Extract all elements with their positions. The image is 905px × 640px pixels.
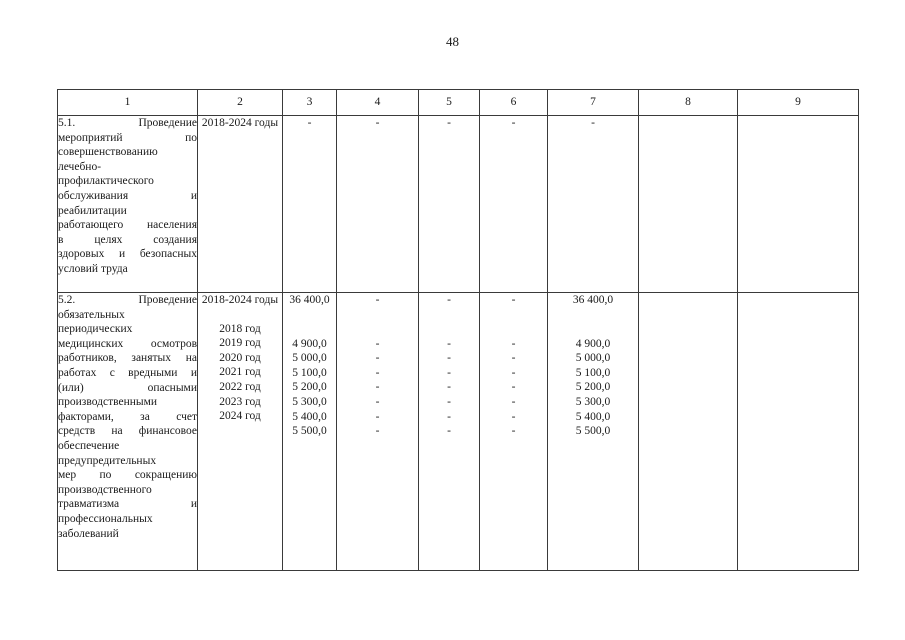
year-value: -	[447, 410, 451, 423]
description-line: мер по сокращению	[58, 469, 197, 482]
year-value: 5 300,0	[575, 395, 611, 408]
value-cell	[419, 293, 480, 571]
year-label: 2023 год	[219, 395, 261, 408]
year-value: -	[375, 395, 380, 408]
year-value: -	[511, 395, 516, 408]
row-description	[58, 293, 198, 571]
value-cell: -	[283, 116, 337, 293]
value-cell: -	[419, 116, 480, 293]
year-value: 5 100,0	[292, 366, 327, 379]
year-value: -	[447, 395, 451, 408]
year-value: 5 000,0	[292, 352, 327, 365]
year-value: -	[375, 337, 380, 350]
period-total: 2018-2024 годы	[201, 294, 279, 306]
year-label: 2022 год	[219, 380, 261, 393]
row-description	[58, 116, 198, 293]
year-value: 4 900,0	[575, 337, 611, 350]
year-value: 5 400,0	[575, 410, 611, 423]
description-line: средств на финансовое	[58, 425, 197, 438]
description-line: работах с вредными и	[58, 366, 197, 379]
year-label: 2021 год	[219, 366, 261, 379]
description-line: обязательных	[58, 308, 125, 321]
year-value: -	[375, 381, 380, 394]
description-line: совершенствованию	[58, 146, 158, 159]
total-value: 36 400,0	[572, 294, 614, 306]
column-header: 5	[419, 90, 480, 116]
description-line: работников, занятых на	[58, 352, 197, 365]
yearly-values	[283, 308, 336, 439]
yearly-values	[548, 308, 638, 439]
yearly-values	[480, 308, 547, 439]
year-label: 2020 год	[219, 351, 261, 364]
empty-cell	[639, 116, 738, 293]
total-value: -	[375, 294, 380, 306]
description-line: 5.2. Проведение	[58, 294, 197, 306]
year-label: 2018 год	[219, 322, 261, 335]
page-number: 48	[446, 34, 459, 49]
description-line: профессиональных	[58, 512, 153, 525]
total-value: -	[511, 294, 516, 306]
description-line: реабилитации	[58, 204, 127, 217]
year-value: 4 900,0	[292, 337, 327, 350]
year-value: -	[447, 381, 451, 394]
description-line: работающего населения	[58, 219, 197, 232]
table-row-5-2	[58, 293, 859, 571]
year-value: -	[511, 425, 516, 438]
yearly-values	[337, 308, 418, 439]
year-value: -	[375, 410, 380, 423]
year-value: -	[511, 366, 516, 379]
value-cell	[337, 293, 419, 571]
year-label: 2019 год	[219, 337, 261, 350]
column-header: 7	[548, 90, 639, 116]
year-value: 5 200,0	[575, 381, 611, 394]
description-line: медицинских осмотров	[58, 337, 197, 350]
description-line: производственного	[58, 483, 152, 496]
description-line: факторами, за счет	[58, 410, 197, 423]
years-list	[198, 308, 282, 424]
empty-cell	[738, 293, 859, 571]
empty-cell	[639, 293, 738, 571]
description-line: условий труда	[58, 262, 128, 275]
column-header: 6	[480, 90, 548, 116]
description-line: периодических	[58, 323, 133, 336]
column-header: 4	[337, 90, 419, 116]
description-line: обслуживания и	[58, 189, 197, 202]
column-header: 3	[283, 90, 337, 116]
year-value: -	[447, 366, 451, 379]
year-value: -	[511, 337, 516, 350]
total-value: 36 400,0	[289, 294, 330, 306]
value-cell	[480, 293, 548, 571]
description-line: 5.1. Проведение	[58, 117, 197, 129]
year-value: -	[447, 337, 451, 350]
value-cell: -	[548, 116, 639, 293]
description-line: в целях создания	[58, 233, 197, 246]
year-value: 5 100,0	[575, 366, 611, 379]
description-line: производственными	[58, 396, 158, 409]
column-header: 1	[58, 90, 198, 116]
year-value: -	[511, 381, 516, 394]
year-value: -	[375, 352, 380, 365]
total-value: -	[447, 294, 451, 306]
value-cell	[283, 293, 337, 571]
empty-cell	[738, 116, 859, 293]
year-value: 5 000,0	[575, 352, 611, 365]
year-value: -	[447, 425, 451, 438]
year-value: -	[447, 352, 451, 365]
year-value: -	[375, 366, 380, 379]
period-cell	[198, 293, 283, 571]
value-cell: -	[337, 116, 419, 293]
year-value: 5 500,0	[292, 425, 327, 438]
year-value: -	[511, 410, 516, 423]
description-line: здоровых и безопасных	[58, 248, 197, 261]
yearly-values	[419, 308, 479, 439]
year-value: 5 300,0	[292, 395, 327, 408]
description-line: предупредительных	[58, 454, 157, 467]
value-cell: -	[480, 116, 548, 293]
description-line: мероприятий по	[58, 131, 197, 144]
description-line: заболеваний	[58, 527, 119, 540]
description-line: обеспечение	[58, 439, 120, 452]
column-header: 8	[639, 90, 738, 116]
description-line: лечебно-	[58, 160, 102, 173]
program-table	[57, 89, 859, 571]
column-header: 9	[738, 90, 859, 116]
column-header: 2	[198, 90, 283, 116]
year-value: -	[375, 425, 380, 438]
period-cell: 2018-2024 годы	[198, 116, 283, 293]
year-label: 2024 год	[219, 410, 261, 423]
year-value: -	[511, 352, 516, 365]
description-line: (или) опасными	[58, 381, 197, 394]
year-value: 5 200,0	[292, 381, 327, 394]
description-line: профилактического	[58, 175, 154, 188]
description-line: травматизма и	[58, 498, 197, 511]
year-value: 5 400,0	[292, 410, 327, 423]
value-cell	[548, 293, 639, 571]
year-value: 5 500,0	[575, 425, 611, 438]
header-row	[58, 90, 859, 116]
table-row-5-1	[58, 116, 859, 293]
